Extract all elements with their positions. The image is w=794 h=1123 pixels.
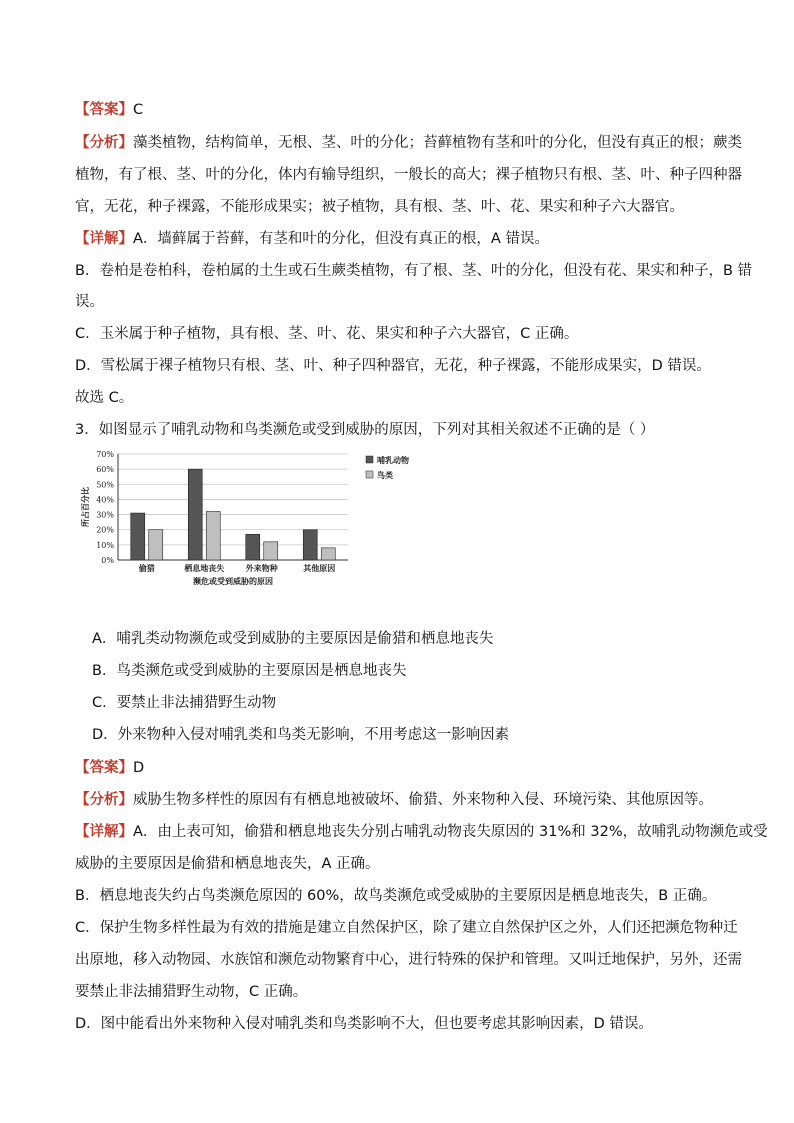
legend-swatch — [366, 471, 373, 478]
x-tick-label: 外来物种 — [245, 563, 278, 573]
bar — [303, 530, 317, 560]
option-c[interactable]: C．要禁止非法捕猎野生动物 — [92, 695, 277, 711]
bar — [246, 534, 260, 560]
bar — [188, 469, 202, 560]
detail3-line-c1: C．保护生物多样性最为有效的措施是建立自然保护区，除了建立自然保护区之外，人们还把濒危物种迁 — [75, 920, 738, 936]
detail3-line-c2: 出原地，移入动物园、水族馆和濒危动物繁育中心，进行特殊的保护和管理。又叫迁地保护，另外，还需 — [75, 952, 742, 968]
detail3-line-b: B．栖息地丧失约占鸟类濒危原因的 60%，故鸟类濒危或受威胁的主要原因是栖息地丧失，B 正确。 — [75, 888, 717, 904]
analysis-text: 藻类植物，结构简单，无根、茎、叶的分化；苔藓植物有茎和叶的分化，但没有真正的根；蕨类 — [133, 135, 742, 151]
bar — [149, 530, 163, 560]
detail3-line-c3: 要禁止非法捕猎野生动物，C 正确。 — [75, 984, 308, 1000]
analysis-line-2: 植物，有了根、茎、叶的分化，体内有输导组织，一般长的高大；裸子植物只有根、茎、叶、种子四种器 — [75, 167, 742, 183]
legend-label: 鸟类 — [377, 470, 393, 480]
detail-text: A．墙藓属于苔藓，有茎和叶的分化，但没有真正的根，A 错误。 — [133, 231, 549, 247]
answer-tag: 【答案】 — [75, 102, 133, 118]
detail-line-b2: 误。 — [75, 294, 104, 310]
bar — [131, 513, 145, 560]
answer-value: C — [133, 102, 144, 118]
answer-line-1 — [75, 100, 143, 120]
question-stem: 3．如图显示了哺乳动物和鸟类濒危或受到威胁的原因，下列对其相关叙述不正确的是（ ） — [75, 422, 655, 438]
legend-swatch — [366, 456, 373, 463]
answer-line-3 — [75, 758, 144, 778]
option-a[interactable]: A．哺乳类动物濒危或受到威胁的主要原因是偷猎和栖息地丧失 — [92, 631, 494, 647]
legend-label: 哺乳动物 — [377, 455, 409, 465]
y-tick-label: 0% — [101, 556, 114, 565]
detail-tag: 【详解】 — [75, 231, 133, 247]
y-tick-label: 70% — [96, 450, 114, 459]
y-tick-label: 20% — [96, 525, 114, 535]
detail-line-a — [75, 229, 549, 249]
option-d[interactable]: D．外来物种入侵对哺乳类和鸟类无影响，不用考虑这一影响因素 — [92, 727, 510, 743]
answer-tag: 【答案】 — [75, 760, 133, 776]
x-tick-label: 偷猎 — [138, 563, 155, 573]
detail3-line-a2: 威胁的主要原因是偷猎和栖息地丧失，A 正确。 — [75, 856, 380, 872]
x-axis-title: 濒危或受到威胁的原因 — [193, 576, 273, 586]
bar — [321, 548, 335, 560]
option-b[interactable]: B．鸟类濒危或受到威胁的主要原因是栖息地丧失 — [92, 663, 407, 679]
detail-line-b1: B．卷柏是卷柏科，卷柏属的土生或石生蕨类植物，有了根、茎、叶的分化，但没有花、果实和种子，B 错 — [75, 263, 752, 279]
y-tick-label: 10% — [96, 540, 114, 550]
detail3-line-a1 — [75, 822, 768, 842]
bar-chart-svg — [78, 446, 438, 592]
y-tick-label: 50% — [96, 480, 114, 490]
bar — [206, 512, 220, 560]
answer-value: D — [133, 760, 145, 776]
detail-tag: 【详解】 — [75, 824, 133, 840]
detail-text: A．由上表可知，偷猎和栖息地丧失分别占哺乳动物丧失原因的 31%和 32%，故哺乳动物濒危或受 — [133, 824, 768, 840]
detail-conclusion: 故选 C。 — [75, 390, 134, 406]
y-tick-label: 30% — [96, 510, 114, 520]
x-tick-label: 栖息地丧失 — [184, 563, 225, 573]
detail-line-d: D．雪松属于裸子植物只有根、茎、叶、种子四种器官，无花，种子裸露，不能形成果实，D 错误。 — [75, 358, 711, 374]
bar-chart — [78, 446, 438, 592]
analysis-tag: 【分析】 — [75, 792, 133, 808]
analysis-line-1 — [75, 133, 742, 153]
analysis-tag: 【分析】 — [75, 135, 133, 151]
detail3-line-d: D．图中能看出外来物种入侵对哺乳类和鸟类影响不大，但也要考虑其影响因素，D 错误。 — [75, 1016, 653, 1032]
bar — [264, 542, 278, 560]
analysis-text: 威胁生物多样性的原因有有栖息地被破坏、偷猎、外来物种入侵、环境污染、其他原因等。 — [133, 792, 713, 808]
x-tick-label: 其他原因 — [303, 563, 336, 573]
analysis-line-3: 官，无花，种子裸露，不能形成果实；被子植物，具有根、茎、叶、花、果实和种子六大器官。 — [75, 199, 684, 215]
detail-line-c: C．玉米属于种子植物，具有根、茎、叶、花、果实和种子六大器官，C 正确。 — [75, 326, 579, 342]
y-axis-title: 所占百分比 — [80, 487, 90, 527]
analysis3-line-1 — [75, 790, 713, 810]
y-tick-label: 40% — [96, 495, 114, 505]
y-tick-label: 60% — [96, 465, 114, 475]
